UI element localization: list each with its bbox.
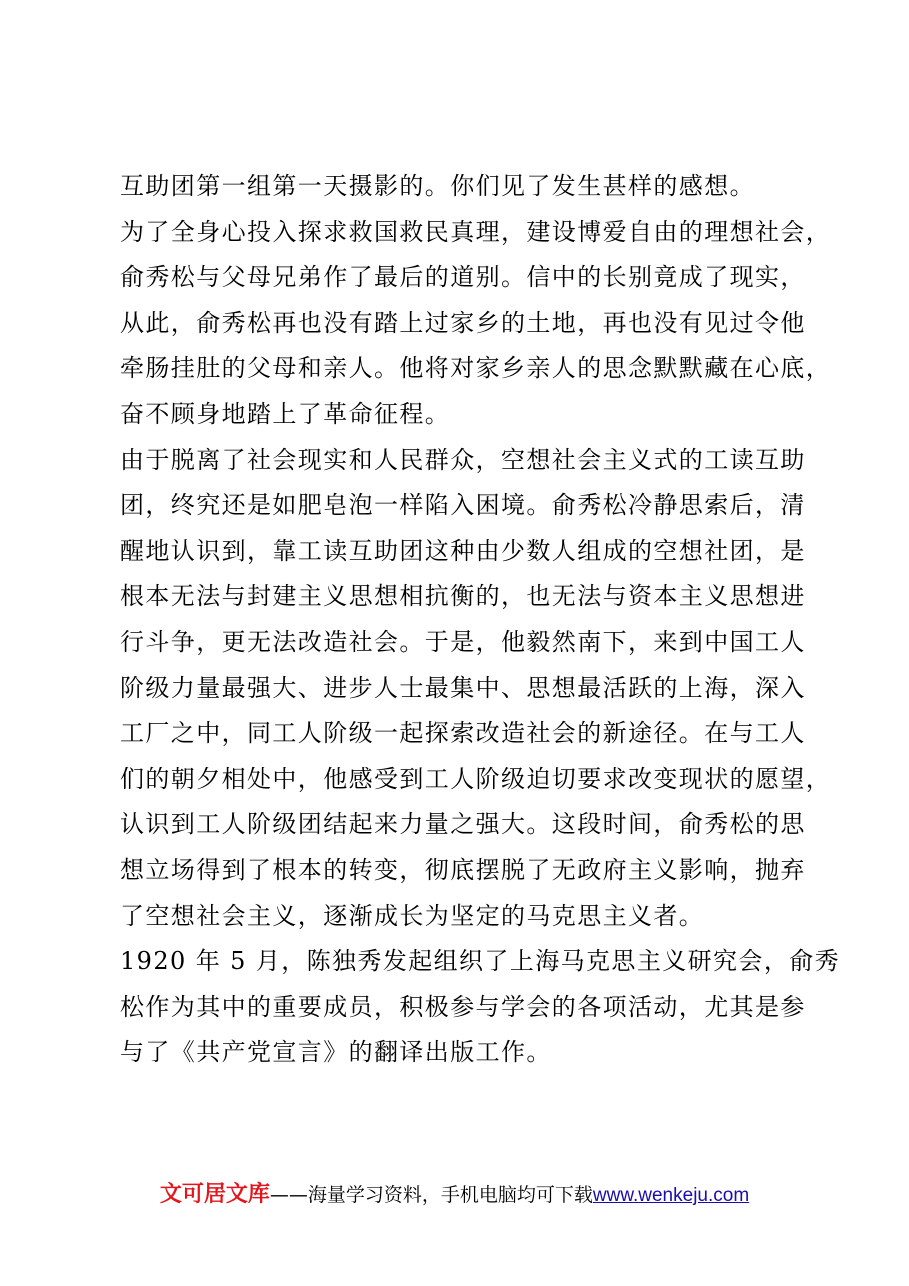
footer bbox=[0, 1180, 909, 1211]
text-line: 工厂之中，同工人阶级一起探索改造社会的新途径。在与工人 bbox=[120, 719, 806, 748]
text-line: 奋不顾身地踏上了革命征程。 bbox=[120, 399, 451, 428]
brand-name: 文可居文库 bbox=[159, 1182, 270, 1207]
footer-tagline: ——海量学习资料，手机电脑均可下载 bbox=[269, 1184, 593, 1206]
text-line: 根本无法与封建主义思想相抗衡的，也无法与资本主义思想进 bbox=[120, 582, 806, 611]
text-line: 醒地认识到，靠工读互助团这种由少数人组成的空想社团，是 bbox=[120, 536, 806, 565]
text-line: 团，终究还是如肥皂泡一样陷入困境。俞秀松冷静思索后，清 bbox=[120, 491, 806, 520]
text-line: 松作为其中的重要成员，积极参与学会的各项活动，尤其是参 bbox=[120, 992, 806, 1021]
text-line: 从此，俞秀松再也没有踏上过家乡的土地，再也没有见过令他 bbox=[120, 308, 806, 337]
text-line: 互助团第一组第一天摄影的。你们见了发生甚样的感想。 bbox=[120, 172, 755, 200]
text-line: 由于脱离了社会现实和人民群众，空想社会主义式的工读互助 bbox=[120, 445, 806, 474]
text-line: 了空想社会主义，逐渐成长为坚定的马克思主义者。 bbox=[120, 901, 705, 930]
text-line: 牵肠挂肚的父母和亲人。他将对家乡亲人的思念默默藏在心底， bbox=[120, 354, 832, 383]
text-line: 阶级力量最强大、进步人士最集中、思想最活跃的上海，深入 bbox=[120, 673, 806, 702]
text-line: 们的朝夕相处中，他感受到工人阶级迫切要求改变现状的愿望， bbox=[120, 764, 832, 793]
text-line: 行斗争，更无法改造社会。于是，他毅然南下，来到中国工人 bbox=[120, 627, 806, 656]
text-line: 与了《共产党宣言》的翻译出版工作。 bbox=[120, 1038, 552, 1067]
text-line: 为了全身心投入探求救国救民真理，建设博爱自由的理想社会， bbox=[120, 217, 832, 246]
text-line: 1920 年 5 月，陈独秀发起组织了上海马克思主义研究会，俞秀 bbox=[120, 947, 841, 976]
text-line: 认识到工人阶级团结起来力量之强大。这段时间，俞秀松的思 bbox=[120, 810, 806, 839]
website-link[interactable]: www.wenkeju.com bbox=[592, 1185, 750, 1206]
text-line: 想立场得到了根本的转变，彻底摆脱了无政府主义影响，抛弃 bbox=[120, 855, 806, 884]
document-body bbox=[120, 164, 841, 1076]
text-line: 俞秀松与父母兄弟作了最后的道别。信中的长别竟成了现实， bbox=[120, 263, 806, 292]
